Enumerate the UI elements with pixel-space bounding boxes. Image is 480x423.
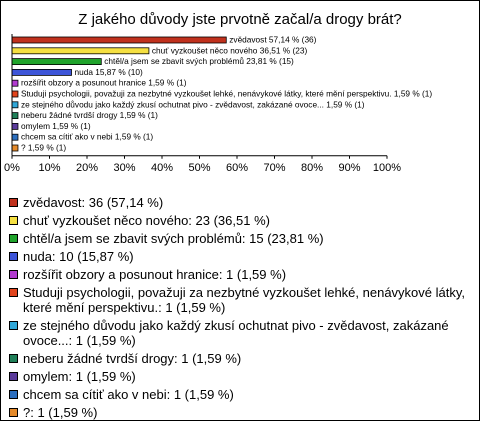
legend-label: nuda: 10 (15,87 %) <box>23 249 134 264</box>
x-tick-label: 0% <box>4 161 20 174</box>
bar-label: omylem 1,59 % (1) <box>20 120 91 131</box>
x-tick-label: 10% <box>38 161 61 174</box>
bar <box>12 80 18 86</box>
legend-label: neberu žádné tvrdší drogy: 1 (1,59 %) <box>23 351 242 366</box>
bar-label: chcem sa cítiť ako v nebi 1,59 % (1) <box>20 131 154 142</box>
bar-label: chtěl/a jsem se zbavit svých problémů 23,81 % (15) <box>104 56 294 67</box>
legend-item <box>8 285 474 315</box>
bar-label: Studuji psychologii, považuji za nezbytné vyzkoušet lehké, nenávykové látky, které mění perspektivu. 1,59 % (1) <box>20 88 433 99</box>
legend-item <box>8 249 474 264</box>
legend-label: chuť vyzkoušet něco nového: 23 (36,51 %) <box>23 213 270 228</box>
legend-item <box>8 213 474 228</box>
bar <box>12 91 18 97</box>
x-tick-label: 40% <box>150 161 174 174</box>
legend-label: Studuji psychologii, považuji za nezbytné vyzkoušet lehké, nenávykové látky, které mění perspektivu.: 1 (1,59 %) <box>23 285 466 315</box>
x-tick-label: 70% <box>263 161 286 174</box>
legend-item <box>8 318 474 348</box>
legend-item <box>8 387 474 402</box>
legend-item <box>8 231 474 246</box>
bar-label: rozšířit obzory a posunout hranice 1,59 % (1) <box>20 77 187 88</box>
bar <box>12 113 18 119</box>
x-tick-label: 20% <box>75 161 99 174</box>
bar-label: neberu žádné tvrdší drogy 1,59 % (1) <box>20 110 158 121</box>
legend-swatch <box>9 252 18 261</box>
bar-label: zvědavost 57,14 % (36) <box>229 34 317 45</box>
x-tick-label: 50% <box>188 161 211 174</box>
legend-item <box>8 369 474 384</box>
legend-label: ze stejného důvodu jako každý zkusí ochutnat pivo - zvědavost, zakázané ovoce...: 1 (1,59 %) <box>23 318 449 348</box>
legend-swatch <box>9 288 18 297</box>
chart-title: Z jakého důvody jste prvotně začal/a drogy brát? <box>78 11 402 28</box>
legend-label: omylem: 1 (1,59 %) <box>23 369 136 384</box>
bar <box>12 145 18 151</box>
legend-swatch <box>9 234 18 243</box>
bar-chart <box>1 1 479 191</box>
x-tick-label: 90% <box>338 161 361 174</box>
legend-item <box>8 195 474 210</box>
bar <box>12 48 149 54</box>
legend-swatch <box>9 198 18 207</box>
x-tick-label: 30% <box>113 161 136 174</box>
bar-label: chuť vyzkoušet něco nového 36,51 % (23) <box>151 45 308 56</box>
legend-swatch <box>9 270 18 279</box>
bar <box>12 37 226 43</box>
legend-swatch <box>9 354 18 363</box>
bar-label: nuda 15,87 % (10) <box>74 66 143 77</box>
bar <box>12 69 72 75</box>
legend-swatch <box>9 408 18 417</box>
legend-item <box>8 405 474 420</box>
bar <box>12 134 18 140</box>
legend-label: ?: 1 (1,59 %) <box>23 405 98 420</box>
legend-swatch <box>9 216 18 225</box>
legend-swatch <box>9 372 18 381</box>
legend-swatch <box>9 390 18 399</box>
legend-swatch <box>9 321 18 330</box>
x-tick-label: 60% <box>225 161 249 174</box>
bar <box>12 59 101 65</box>
bar-label: ze stejného důvodu jako každý zkusí ochutnat pivo - zvědavost, zakázané ovoce... 1,59 % (1) <box>20 99 365 110</box>
legend-label: chtěl/a jsem se zbavit svých problémů: 15 (23,81 %) <box>23 231 324 246</box>
x-tick-label: 80% <box>300 161 324 174</box>
bar <box>12 102 18 108</box>
legend-item <box>8 351 474 366</box>
x-tick-label: 100% <box>372 161 402 174</box>
bar <box>12 123 18 129</box>
legend-item <box>8 267 474 282</box>
legend-label: rozšířit obzory a posunout hranice: 1 (1,59 %) <box>23 267 287 282</box>
legend-label: zvědavost: 36 (57,14 %) <box>23 195 164 210</box>
legend-label: chcem sa cítiť ako v nebi: 1 (1,59 %) <box>23 387 234 402</box>
chart-legend <box>8 195 474 423</box>
bar-label: ? 1,59 % (1) <box>20 142 67 153</box>
